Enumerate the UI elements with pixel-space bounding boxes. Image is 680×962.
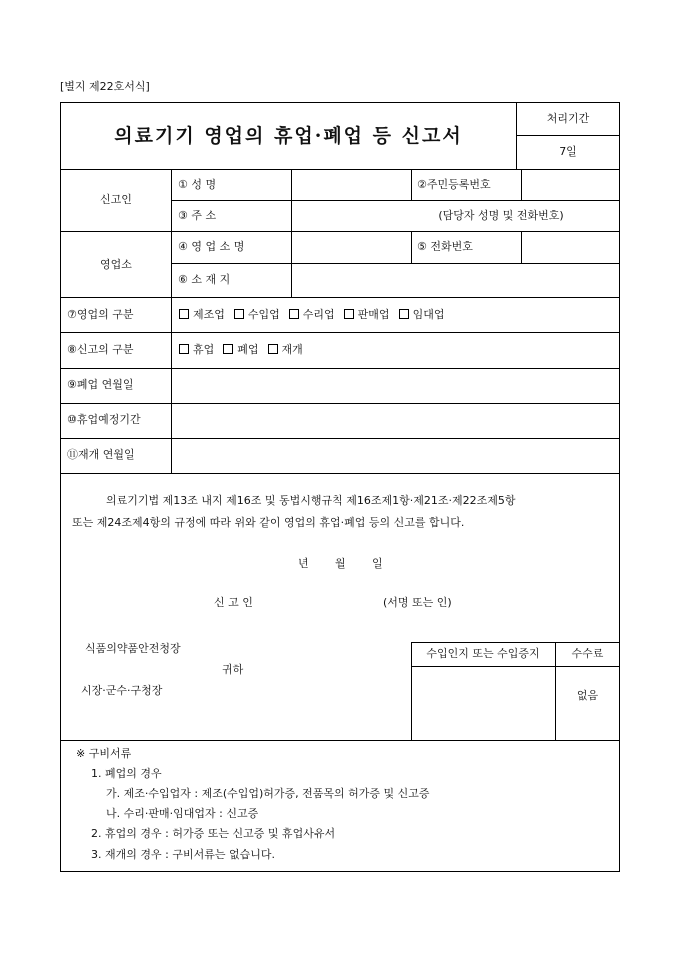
closure-date-label: ⑨폐업 연월일 — [67, 378, 134, 391]
business-name-label: ④ 영 업 소 명 — [178, 240, 245, 253]
statement-line-2: 또는 제24조제4항의 규정에 따라 위와 같이 영업의 휴업·폐업 등의 신고를 합니다. — [72, 516, 465, 529]
business-location-input[interactable] — [292, 264, 620, 296]
signature-note: (서명 또는 인) — [383, 596, 452, 609]
resident-id-label: ②주민등록번호 — [417, 178, 491, 191]
date-month-label: 월 — [335, 557, 346, 570]
report-form — [60, 102, 620, 872]
checkbox-resume[interactable]: 재개 — [268, 343, 303, 357]
checkbox-closure[interactable]: 폐업 — [223, 343, 258, 357]
stamp-label: 수입인지 또는 수입증지 — [426, 647, 540, 660]
business-phone-input[interactable] — [522, 232, 620, 262]
processing-period-value: 7일 — [559, 145, 577, 158]
name-input[interactable] — [292, 170, 410, 199]
recipient-honorific: 귀하 — [222, 663, 244, 676]
business-phone-label: ⑤ 전화번호 — [417, 240, 473, 253]
document-item: 가. 제조·수입업자 : 제조(수입업)허가증, 전품목의 허가증 및 신고증 — [106, 787, 430, 800]
form-number-label: [별지 제22호서식] — [60, 80, 150, 93]
business-type-label: ⑦영업의 구분 — [67, 308, 134, 321]
contact-note: (담당자 성명 및 전화번호) — [438, 209, 564, 222]
document-item: 나. 수리·판매·임대업자 : 신고증 — [106, 807, 259, 820]
name-field-label: ① 성 명 — [178, 178, 217, 191]
document-item: 1. 폐업의 경우 — [91, 767, 162, 780]
checkbox-sales[interactable]: 판매업 — [344, 308, 390, 322]
recipient-agency: 식품의약품안전청장 — [85, 642, 181, 655]
fee-label: 수수료 — [571, 647, 604, 660]
closure-date-input[interactable] — [172, 369, 620, 402]
address-field-label: ③ 주 소 — [178, 209, 217, 222]
business-location-label: ⑥ 소 재 지 — [178, 273, 231, 286]
date-year-label: 년 — [298, 557, 309, 570]
fee-value: 없음 — [576, 689, 599, 702]
documents-heading: ※ 구비서류 — [76, 747, 132, 760]
processing-period-label: 처리기간 — [546, 112, 590, 125]
form-title: 의료기기 영업의 휴업·폐업 등 신고서 — [114, 125, 463, 147]
business-label: 영업소 — [100, 258, 132, 271]
date-day-label: 일 — [372, 557, 383, 570]
business-type-options — [179, 308, 453, 322]
resume-date-input[interactable] — [172, 439, 620, 472]
checkbox-import[interactable]: 수입업 — [234, 308, 280, 322]
statement-line-1: 의료기기법 제13조 내지 제16조 및 동법시행규칙 제16조제1항·제21조·제22조제5항 — [106, 494, 516, 507]
document-item: 2. 휴업의 경우 : 허가증 또는 신고증 및 휴업사유서 — [91, 827, 336, 840]
document-item: 3. 재개의 경우 : 구비서류는 없습니다. — [91, 848, 275, 861]
recipient-local: 시장·군수·구청장 — [81, 684, 163, 697]
applicant-label: 신고인 — [100, 193, 132, 206]
checkbox-repair[interactable]: 수리업 — [289, 308, 335, 322]
report-type-label: ⑧신고의 구분 — [67, 343, 134, 356]
resident-id-input[interactable] — [522, 170, 620, 199]
suspension-period-label: ⑩휴업예정기간 — [67, 413, 141, 426]
resume-date-label: ⑪재개 연월일 — [67, 448, 135, 461]
report-type-options — [179, 343, 312, 357]
suspension-period-input[interactable] — [172, 404, 620, 437]
business-name-input[interactable] — [292, 232, 410, 262]
stamp-area[interactable] — [412, 667, 554, 739]
checkbox-suspension[interactable]: 휴업 — [179, 343, 214, 357]
checkbox-manufacture[interactable]: 제조업 — [179, 308, 225, 322]
signer-label: 신 고 인 — [214, 596, 253, 609]
checkbox-rental[interactable]: 임대업 — [399, 308, 445, 322]
